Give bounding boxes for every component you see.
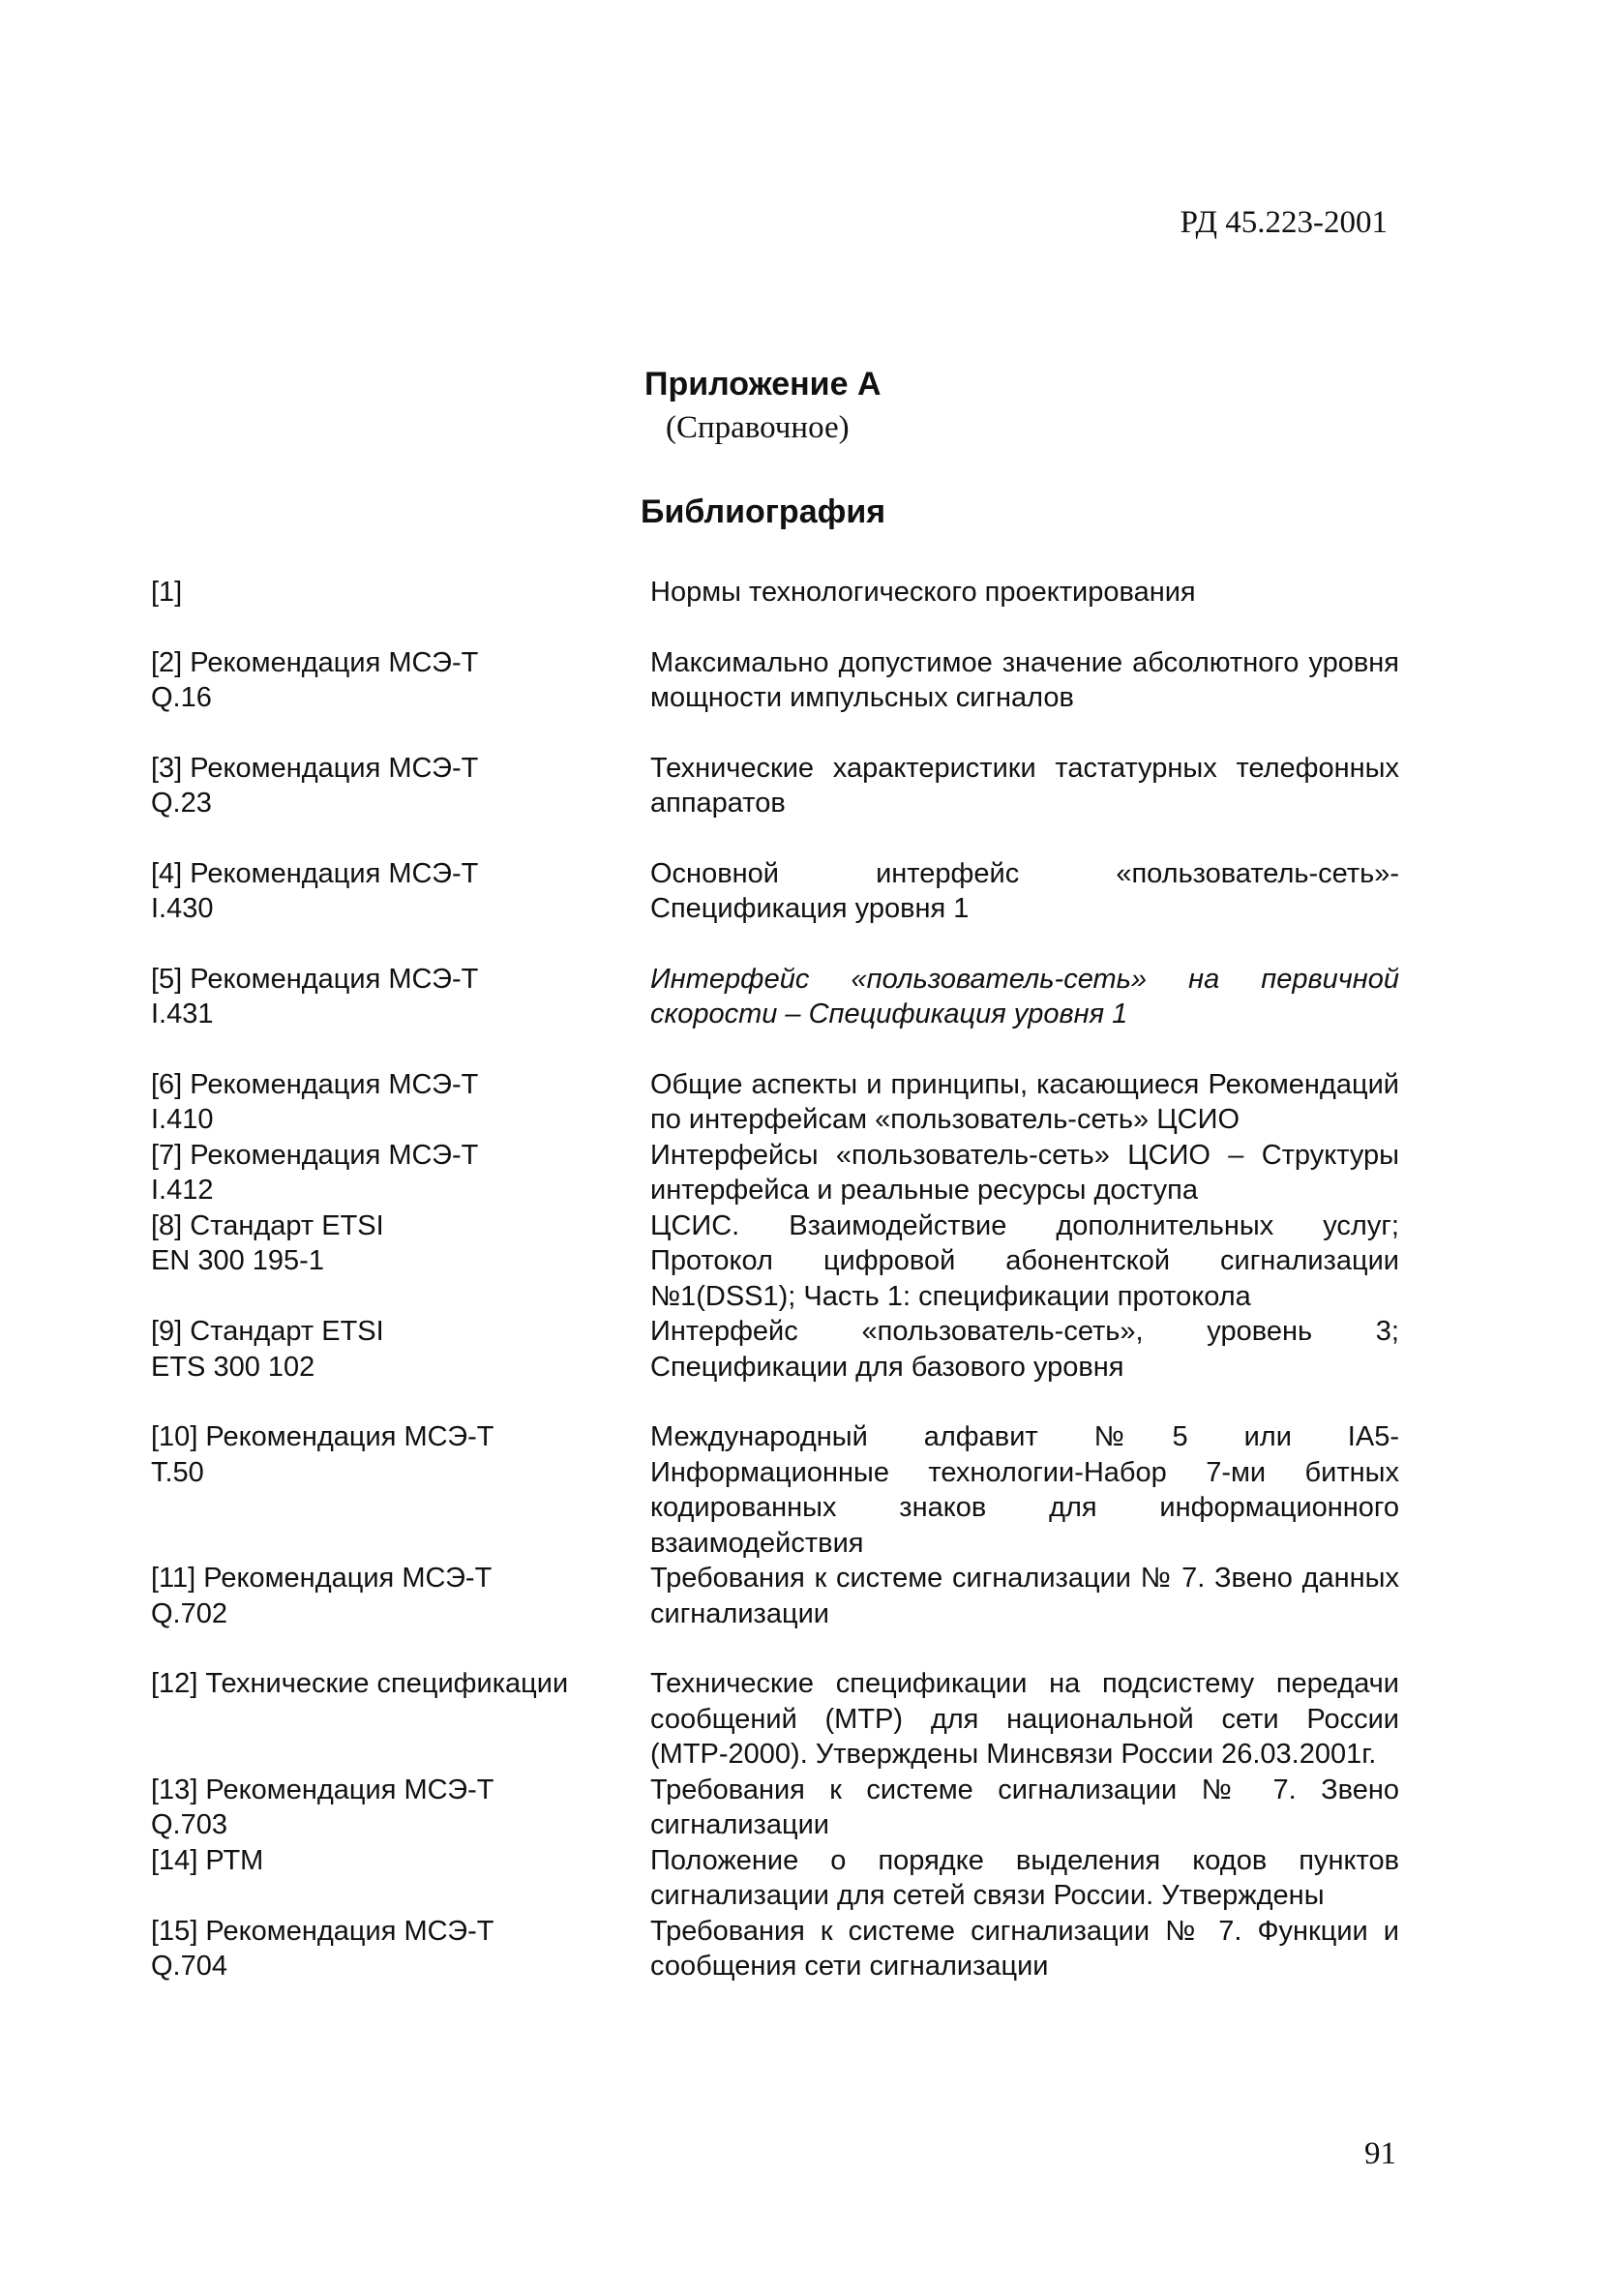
entry-reference: [8] Стандарт ETSI EN 300 195-1 — [151, 1209, 384, 1276]
document-code: РД 45.223-2001 — [1180, 205, 1388, 240]
bibliography-entry-15 — [151, 1914, 1399, 1984]
entry-description: Основной интерфейс «пользователь-сеть»- Спецификация уровня 1 — [650, 857, 1399, 924]
bibliography-entry-7 — [151, 1138, 1399, 1208]
bibliography-entry-6 — [151, 1067, 1399, 1138]
bibliography-entry-1 — [151, 575, 1399, 611]
entry-reference: [2] Рекомендация МСЭ-Т Q.16 — [151, 646, 479, 713]
entry-description: Требования к системе сигнализации № 7. Звено сигнализации — [650, 1774, 1399, 1840]
entry-reference: [10] Рекомендация МСЭ-Т T.50 — [151, 1421, 494, 1488]
entry-reference: [1] — [151, 577, 183, 608]
bibliography-entry-4 — [151, 856, 1399, 927]
bibliography-list — [151, 575, 1399, 1984]
entry-description: Нормы технологического проектирования — [650, 577, 1196, 608]
bibliography-entry-3 — [151, 751, 1399, 821]
entry-description: Технические характеристики тастатурных телефонных аппаратов — [650, 752, 1399, 819]
appendix-subtitle: (Справочное) — [666, 410, 850, 445]
entry-reference: [5] Рекомендация МСЭ-Т I.431 — [151, 963, 479, 1029]
entry-description: Интерфейс «пользователь-сеть», уровень 3; Спецификации для базового уровня — [650, 1316, 1399, 1383]
entry-reference: [15] Рекомендация МСЭ-Т Q.704 — [151, 1915, 494, 1982]
entry-description: Требования к системе сигнализации № 7. Звено данных сигнализации — [650, 1563, 1399, 1629]
entry-reference: [12] Технические спецификации — [151, 1668, 569, 1699]
entry-description: Максимально допустимое значение абсолютного уровня мощности импульсных сигналов — [650, 646, 1399, 713]
bibliography-entry-13 — [151, 1773, 1399, 1843]
bibliography-entry-9 — [151, 1314, 1399, 1385]
bibliography-entry-14 — [151, 1843, 1399, 1914]
bibliography-entry-11 — [151, 1561, 1399, 1631]
entry-description: Общие аспекты и принципы, касающиеся Рекомендаций по интерфейсам «пользователь-сеть» ЦСИО — [650, 1068, 1399, 1135]
entry-description: Требования к системе сигнализации № 7. Функции и сообщения сети сигнализации — [650, 1915, 1399, 1982]
entry-description: ЦСИС. Взаимодействие дополнительных услуг; Протокол цифровой абонентской сигнализации №1(DSS1); Часть 1: спецификации протокола — [650, 1209, 1399, 1312]
entry-description: Интерфейсы «пользователь-сеть» ЦСИО – Структуры интерфейса и реальные ресурсы доступа — [650, 1139, 1399, 1206]
entry-reference: [9] Стандарт ETSI ETS 300 102 — [151, 1316, 384, 1383]
bibliography-entry-10 — [151, 1419, 1399, 1561]
entry-reference: [4] Рекомендация МСЭ-Т I.430 — [151, 857, 479, 924]
entry-reference: [13] Рекомендация МСЭ-Т Q.703 — [151, 1774, 494, 1840]
bibliography-entry-5 — [151, 962, 1399, 1032]
section-title: Библиография — [641, 493, 886, 530]
entry-reference: [11] Рекомендация МСЭ-Т Q.702 — [151, 1563, 493, 1629]
entry-reference: [14] РТМ — [151, 1844, 264, 1876]
appendix-title: Приложение А — [644, 366, 882, 403]
entry-reference: [7] Рекомендация МСЭ-Т I.412 — [151, 1139, 479, 1206]
entry-description: Международный алфавит №5 или IA5- Информационные технологии-Набор 7-ми битных кодированных знаков для информационного взаимодействия — [650, 1421, 1399, 1559]
entry-description: Технические спецификации на подсистему передачи сообщений (МТР) для национальной сети России (МТР-2000). Утверждены Минсвязи России 26.03.2001г. — [650, 1668, 1399, 1770]
page-number: 91 — [1364, 2136, 1396, 2171]
bibliography-entry-2 — [151, 645, 1399, 716]
entry-description: Интерфейс «пользователь-сеть» на первичной скорости – Спецификация уровня 1 — [650, 963, 1399, 1029]
entry-description: Положение о порядке выделения кодов пунктов сигнализации для сетей связи России. Утверждены — [650, 1844, 1399, 1911]
entry-reference: [6] Рекомендация МСЭ-Т I.410 — [151, 1068, 479, 1135]
entry-reference: [3] Рекомендация МСЭ-Т Q.23 — [151, 752, 479, 819]
bibliography-entry-12 — [151, 1666, 1399, 1773]
bibliography-entry-8 — [151, 1208, 1399, 1315]
